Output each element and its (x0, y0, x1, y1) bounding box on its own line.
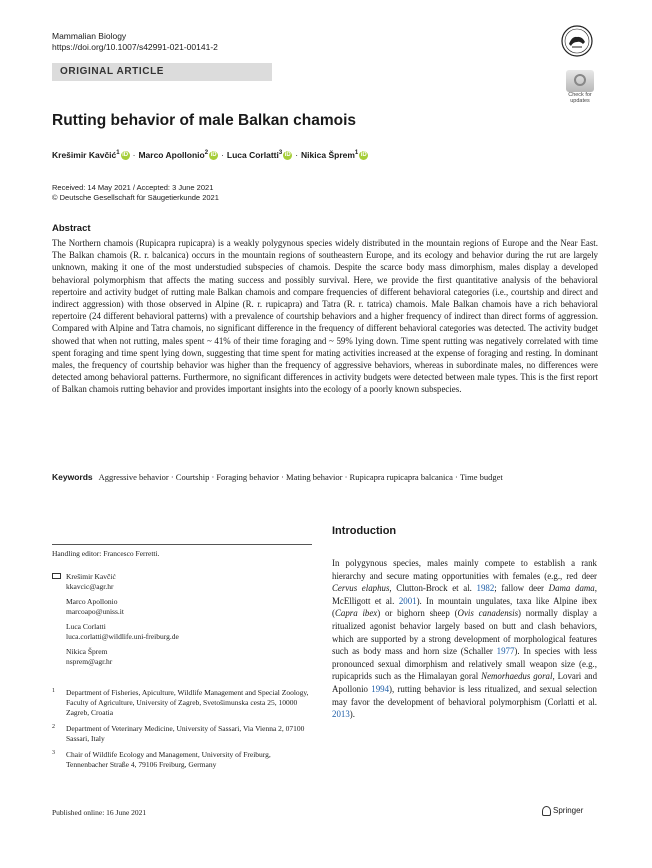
contact-email[interactable]: marcoapo@uniss.it (66, 607, 124, 616)
author-name[interactable]: Marco Apollonio (138, 150, 205, 160)
journal-header (52, 31, 218, 53)
introduction-text (332, 557, 597, 721)
contact-name: Nikica Šprem (66, 647, 108, 656)
intro-text-run: In polygynous species, males mainly compete to establish a rank hierarchy and secure mating opportunities with females (e.g., red deer (332, 558, 597, 581)
abstract-text: The Northern chamois (Rupicapra rupicapra) is a weakly polygynous species widely distributed in the mountain regions of Europe and the Near East. The Balkan chamois (R. r. balcanica) occurs in the mountain regions of southeastern Europe, and its ecology and behavior during the rut are largely unknown, making it one of the most understudied subspecies of chamois. Despite the scarce body mass dimorphism, males display a developed behavioral polymorphism that affects the mating success and possibly survival. Here, we provide the first quantitative analysis of the behavioral repertoire and activity budget of rutting male Balkan chamois and compare frequencies of different behavioral categories (i.e., courtship and direct and indirect aggression) with those observed in Alpine (R. r. rupicapra) and Tatra (R. r. tatrica) chamois. Male Balkan chamois have a rich behavioral repertoire (24 different behavioral patterns) with a prevalence of courtship behaviors and a higher frequency of indirect than direct forms of aggression. Compared with Alpine and Tatra chamois, no significant difference in the frequency of different behavioral categories was detected. The activity budget showed that when not rutting, males spent ~ 41% of their time foraging and ~ 59% lying down. Time spent rutting was negatively correlated with time spent foraging and time spent lying down, suggesting that time spent for mating activities increased at the expense of foraging and resting. In dominant males, the frequency of courtship behavior was higher than the frequency of aggressive behaviors, whereas in subordinate males, no differences were detected among behavioral patterns. Furthermore, no significant differences in activity budgets were detected between male types. This is the first report of Balkan chamois rutting behavior and provides important insights into the ecology of a poorly known subspecies. (52, 238, 598, 395)
affiliation-number: 1 (52, 688, 55, 694)
affiliation-marker: 2 (204, 150, 209, 157)
affiliation-number: 3 (52, 750, 55, 756)
publisher-logo (542, 806, 583, 816)
author-name[interactable]: Nikica Šprem (301, 150, 355, 160)
orcid-icon[interactable]: iD (122, 152, 129, 159)
affiliation-text: Department of Veterinary Medicine, University of Sassari, Via Vienna 2, 07100 Sassari, Italy (66, 724, 305, 743)
introduction-heading: Introduction (332, 525, 397, 537)
citation-link[interactable]: 1994 (371, 683, 390, 694)
affiliation-entry (52, 688, 312, 718)
handling-editor: Handling editor: Francesco Ferretti. (52, 549, 160, 558)
contact-entry (52, 647, 312, 667)
affiliation-marker: 1 (354, 150, 359, 157)
check-for-updates-button[interactable] (563, 70, 597, 104)
affiliation-marker: 3 (278, 150, 283, 157)
keywords-heading: Keywords (52, 472, 93, 482)
intro-text-run: ) normally display a ritualized agonist behavior largely based on butt and clash behaviors, which are supported by a strong development of morphological features such as body mass and horn size (Schaller (332, 608, 598, 657)
intro-text-run: , Lovari and Apollonio (332, 671, 598, 694)
author-name[interactable]: Krešimir Kavčić (52, 150, 117, 160)
article-title: Rutting behavior of male Balkan chamois (52, 112, 357, 129)
affiliation-marker: 1 (116, 150, 120, 157)
journal-name: Mammalian Biology (52, 31, 127, 41)
contact-entry (52, 597, 312, 617)
intro-text-run: ). In mountain ungulates, taxa like Alpine ibex ( (332, 595, 598, 619)
orcid-icon[interactable]: iD (284, 152, 291, 159)
affiliation-text: Chair of Wildlife Ecology and Management, University of Freiburg, Tennenbacher Straße 4, 79106 Freiburg, Germany (66, 750, 271, 769)
affiliation-entry (52, 750, 312, 770)
doi-link[interactable]: https://doi.org/10.1007/s42991-021-00141-2 (52, 42, 218, 52)
citation-link[interactable]: 1977 (496, 646, 515, 657)
author-name[interactable]: Luca Corlatti (226, 150, 279, 160)
copyright: © Deutsche Gesellschaft für Säugetierkunde 2021 (52, 193, 219, 202)
intro-text-run: , Clutton-Brock et al. (389, 583, 477, 594)
contact-email[interactable]: kkavcic@agr.hr (66, 582, 114, 591)
citation-link[interactable]: 2013 (332, 709, 350, 720)
contact-list (52, 572, 312, 672)
published-date: Published online: 16 June 2021 (52, 808, 147, 817)
footnote-divider (52, 544, 312, 545)
abstract-heading: Abstract (52, 223, 91, 234)
orcid-icon[interactable]: iD (210, 152, 217, 159)
received-accepted: Received: 14 May 2021 / Accepted: 3 June 2021 (52, 183, 214, 192)
affiliation-number: 2 (52, 724, 55, 730)
contact-email[interactable]: nsprem@agr.hr (66, 657, 113, 666)
species-name: Cervus elaphus (332, 583, 390, 594)
intro-text-run: ; fallow deer (494, 583, 549, 594)
species-name: Nemorhaedus goral (481, 671, 553, 682)
citation-link[interactable]: 1982 (476, 583, 495, 594)
contact-name: Marco Apollonio (66, 597, 118, 606)
article-dates (52, 183, 219, 203)
contact-entry (52, 572, 312, 592)
author-list: Krešimir Kavčić$^1$ iD · Marco Apollonio$^2$ iD · Luca Corlatti$^3$ iD · Nikica Šprem$^1$ iD (52, 150, 367, 160)
species-name: Capra ibex (334, 608, 378, 619)
intro-text-run: ), rutting behavior is less ritualized, and sexual selection may favor the development of behavioral polymorphism (Corlatti et al. (332, 683, 597, 707)
affiliation-text: Department of Fisheries, Apiculture, Wildlife Management and Special Zoology, Faculty of Agriculture, University of Zagreb, Svetošimunska cesta 25, 10000 Zagreb, Croatia (66, 688, 309, 717)
contact-email[interactable]: luca.corlatti@wildlife.uni-freiburg.de (66, 632, 179, 641)
contact-entry (52, 622, 312, 642)
check-updates-label: Check for updates (568, 92, 592, 104)
intro-text-run: ). In species with less pronounced sexual dimorphism and relatively small weapon size (e.g., rupicaprids such as the Himalayan goral (332, 646, 597, 682)
orcid-icon[interactable]: iD (360, 152, 367, 159)
keywords-text: Aggressive behavior · Courtship · Foraging behavior · Mating behavior · Rupicapra rupicapra balcanica · Time budget (98, 472, 503, 482)
journal-logo-icon (560, 24, 594, 58)
keywords-section (52, 471, 598, 483)
contact-name: Krešimir Kavčić (66, 572, 116, 581)
species-name: Ovis canadensis (457, 608, 519, 619)
affiliation-list (52, 688, 312, 776)
springer-horse-icon (542, 806, 551, 816)
species-name: Dama dama (548, 583, 595, 594)
intro-text-run: ) or bighorn sheep ( (377, 608, 458, 619)
intro-text-run: , McElligott et al. (332, 583, 597, 606)
publisher-name: Springer (553, 806, 584, 816)
intro-text-run: ). (349, 709, 355, 720)
check-updates-icon (566, 70, 594, 92)
contact-name: Luca Corlatti (66, 622, 106, 631)
affiliation-entry (52, 724, 312, 744)
citation-link[interactable]: 2001 (398, 595, 417, 606)
envelope-icon (52, 573, 61, 579)
article-type-banner: ORIGINAL ARTICLE (52, 63, 272, 81)
